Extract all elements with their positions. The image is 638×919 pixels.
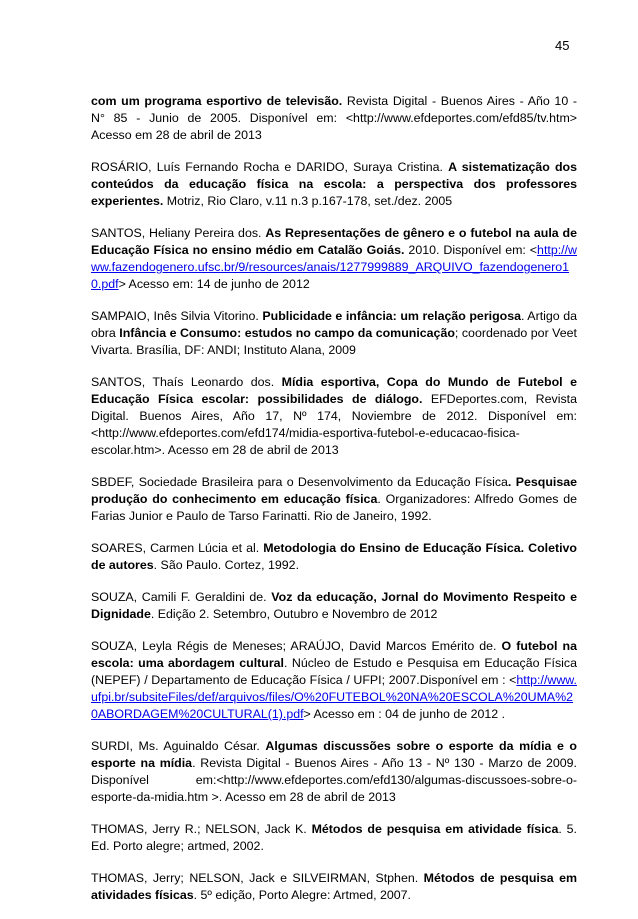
reference-item — [91, 374, 577, 459]
reference-part: ROSÁRIO, Luís Fernando Rocha e DARIDO, Suraya Cristina. — [91, 160, 449, 174]
reference-part: > Acesso em : 04 de junho de 2012 . — [303, 707, 506, 721]
reference-part: Algumas discussões sobre o esporte da mídia e o esporte na mídia — [91, 739, 577, 770]
reference-part: Revista Digital - Buenos Aires - Año 10 - N° 85 - Junio de 2005. Disponível em: <http://www.efdeportes.com/efd85/tv.htm> Acesso em 28 de abril de 2013 — [91, 94, 577, 142]
reference-part: . Revista Digital - Buenos Aires - Año 13 - Nº 130 - Marzo de 2009. Disponível em:<http://www.efdeportes.com/efd130/algumas-discussoes-sobre-o-esporte-da-midia.htm >. Acesso em 28 de abril de 2013 — [91, 756, 577, 804]
reference-item — [91, 308, 577, 359]
reference-part: Métodos de pesquisa em atividade física — [311, 822, 559, 836]
reference-part: THOMAS, Jerry; NELSON, Jack e SILVEIRMAN, Stphen. — [91, 871, 424, 885]
reference-part: com um programa esportivo de televisão. — [91, 94, 343, 108]
reference-item — [91, 821, 577, 855]
reference-part: O futebol na escola: uma abordagem cultural — [91, 639, 577, 670]
reference-part: SBDEF, Sociedade Brasileira para o Desenvolvimento da Educação Física — [91, 475, 508, 489]
reference-item — [91, 540, 577, 574]
reference-part: As Representações de gênero e o futebol na aula de Educação Física no ensino médio em Catalão Goiás. — [91, 226, 577, 257]
reference-part: Voz da educação, Jornal do Movimento Respeito e Dignidade — [91, 590, 577, 621]
reference-part: > Acesso em: 14 de junho de 2012 — [118, 277, 310, 291]
reference-item — [91, 589, 577, 623]
reference-part: Publicidade e infância: um relação perigosa — [262, 309, 522, 323]
reference-part: SANTOS, Heliany Pereira dos. — [91, 226, 266, 240]
reference-part: ; coordenado por Veet Vivarta. Brasília, DF: ANDI; Instituto Alana, 2009 — [91, 326, 577, 357]
reference-item — [91, 638, 577, 723]
reference-part: . Núcleo de Estudo e Pesquisa em Educação Física (NEPEF) / Departamento de Educação Física / UFPI; 2007.Disponível em : < — [91, 656, 577, 687]
reference-link[interactable]: http://www.fazendogenero.ufsc.br/9/resources/anais/1277999889_ARQUIVO_fazendogenero10.pdf — [91, 243, 577, 291]
reference-part: SOUZA, Leyla Régis de Meneses; ARAÚJO, David Marcos Emérito de. — [91, 639, 502, 653]
reference-part: THOMAS, Jerry R.; NELSON, Jack K. — [91, 822, 312, 836]
reference-part: EFDeportes.com, Revista Digital. Buenos Aires, Año 17, Nº 174, Noviembre de 2012. Disponível em: <http://www.efdeportes.com/efd174/midia-esportiva-futebol-e-educacao-fisica-escolar.htm>. Acesso em 28 de abril de 2013 — [91, 392, 578, 457]
reference-part: SOARES, Carmen Lúcia et al. — [91, 541, 264, 555]
reference-part: SOUZA, Camili F. Geraldini de. — [91, 590, 272, 604]
reference-item — [91, 93, 577, 144]
reference-part: 2010. Disponível em: < — [404, 243, 538, 257]
reference-link[interactable]: http://www.ufpi.br/subsiteFiles/def/arquivos/files/O%20FUTEBOL%20NA%20ESCOLA%20UMA%20ABORDAGEM%20CULTURAL(1).pdf — [91, 673, 577, 721]
reference-part: Motriz, Rio Claro, v.11 n.3 p.167-178, set./dez. 2005 — [163, 194, 453, 208]
reference-item — [91, 225, 577, 293]
reference-part: Metodologia do Ensino de Educação Física. Coletivo de autores — [91, 541, 578, 572]
reference-part: SURDI, Ms. Aguinaldo César. — [91, 739, 266, 753]
reference-part: . Edição 2. Setembro, Outubro e Novembro de 2012 — [150, 607, 438, 621]
reference-part: SAMPAIO, Inês Silvia Vitorino. — [91, 309, 263, 323]
reference-item — [91, 159, 577, 210]
reference-item — [91, 738, 577, 806]
reference-part: Infância e Consumo: estudos no campo da comunicação — [119, 326, 455, 340]
reference-part: A sistematização dos conteúdos da educação física na escola: a perspectiva dos professores experientes. — [91, 160, 577, 208]
reference-part: . São Paulo. Cortez, 1992. — [153, 558, 300, 572]
reference-item — [91, 474, 577, 525]
reference-part: Métodos de pesquisa em atividades físicas — [91, 871, 577, 902]
reference-part: SANTOS, Thaís Leonardo dos. — [91, 375, 282, 389]
reference-part: . 5º edição, Porto Alegre: Artmed, 2007. — [193, 888, 411, 902]
page-number: 45 — [555, 38, 570, 53]
reference-part: Mídia esportiva, Copa do Mundo de Futebol e Educação Física escolar: possibilidades de diálogo. — [91, 375, 577, 406]
reference-list — [91, 93, 577, 919]
reference-part: . Organizadores: Alfredo Gomes de Farias Junior e Paulo de Tarso Farinatti. Rio de Janeiro, 1992. — [91, 492, 577, 523]
reference-item — [91, 870, 577, 904]
reference-part: . Artigo da obra — [91, 309, 577, 340]
reference-part: . Pesquisae produção do conhecimento em educação física — [91, 475, 577, 506]
reference-part: . 5. Ed. Porto alegre; artmed, 2002. — [91, 822, 577, 853]
